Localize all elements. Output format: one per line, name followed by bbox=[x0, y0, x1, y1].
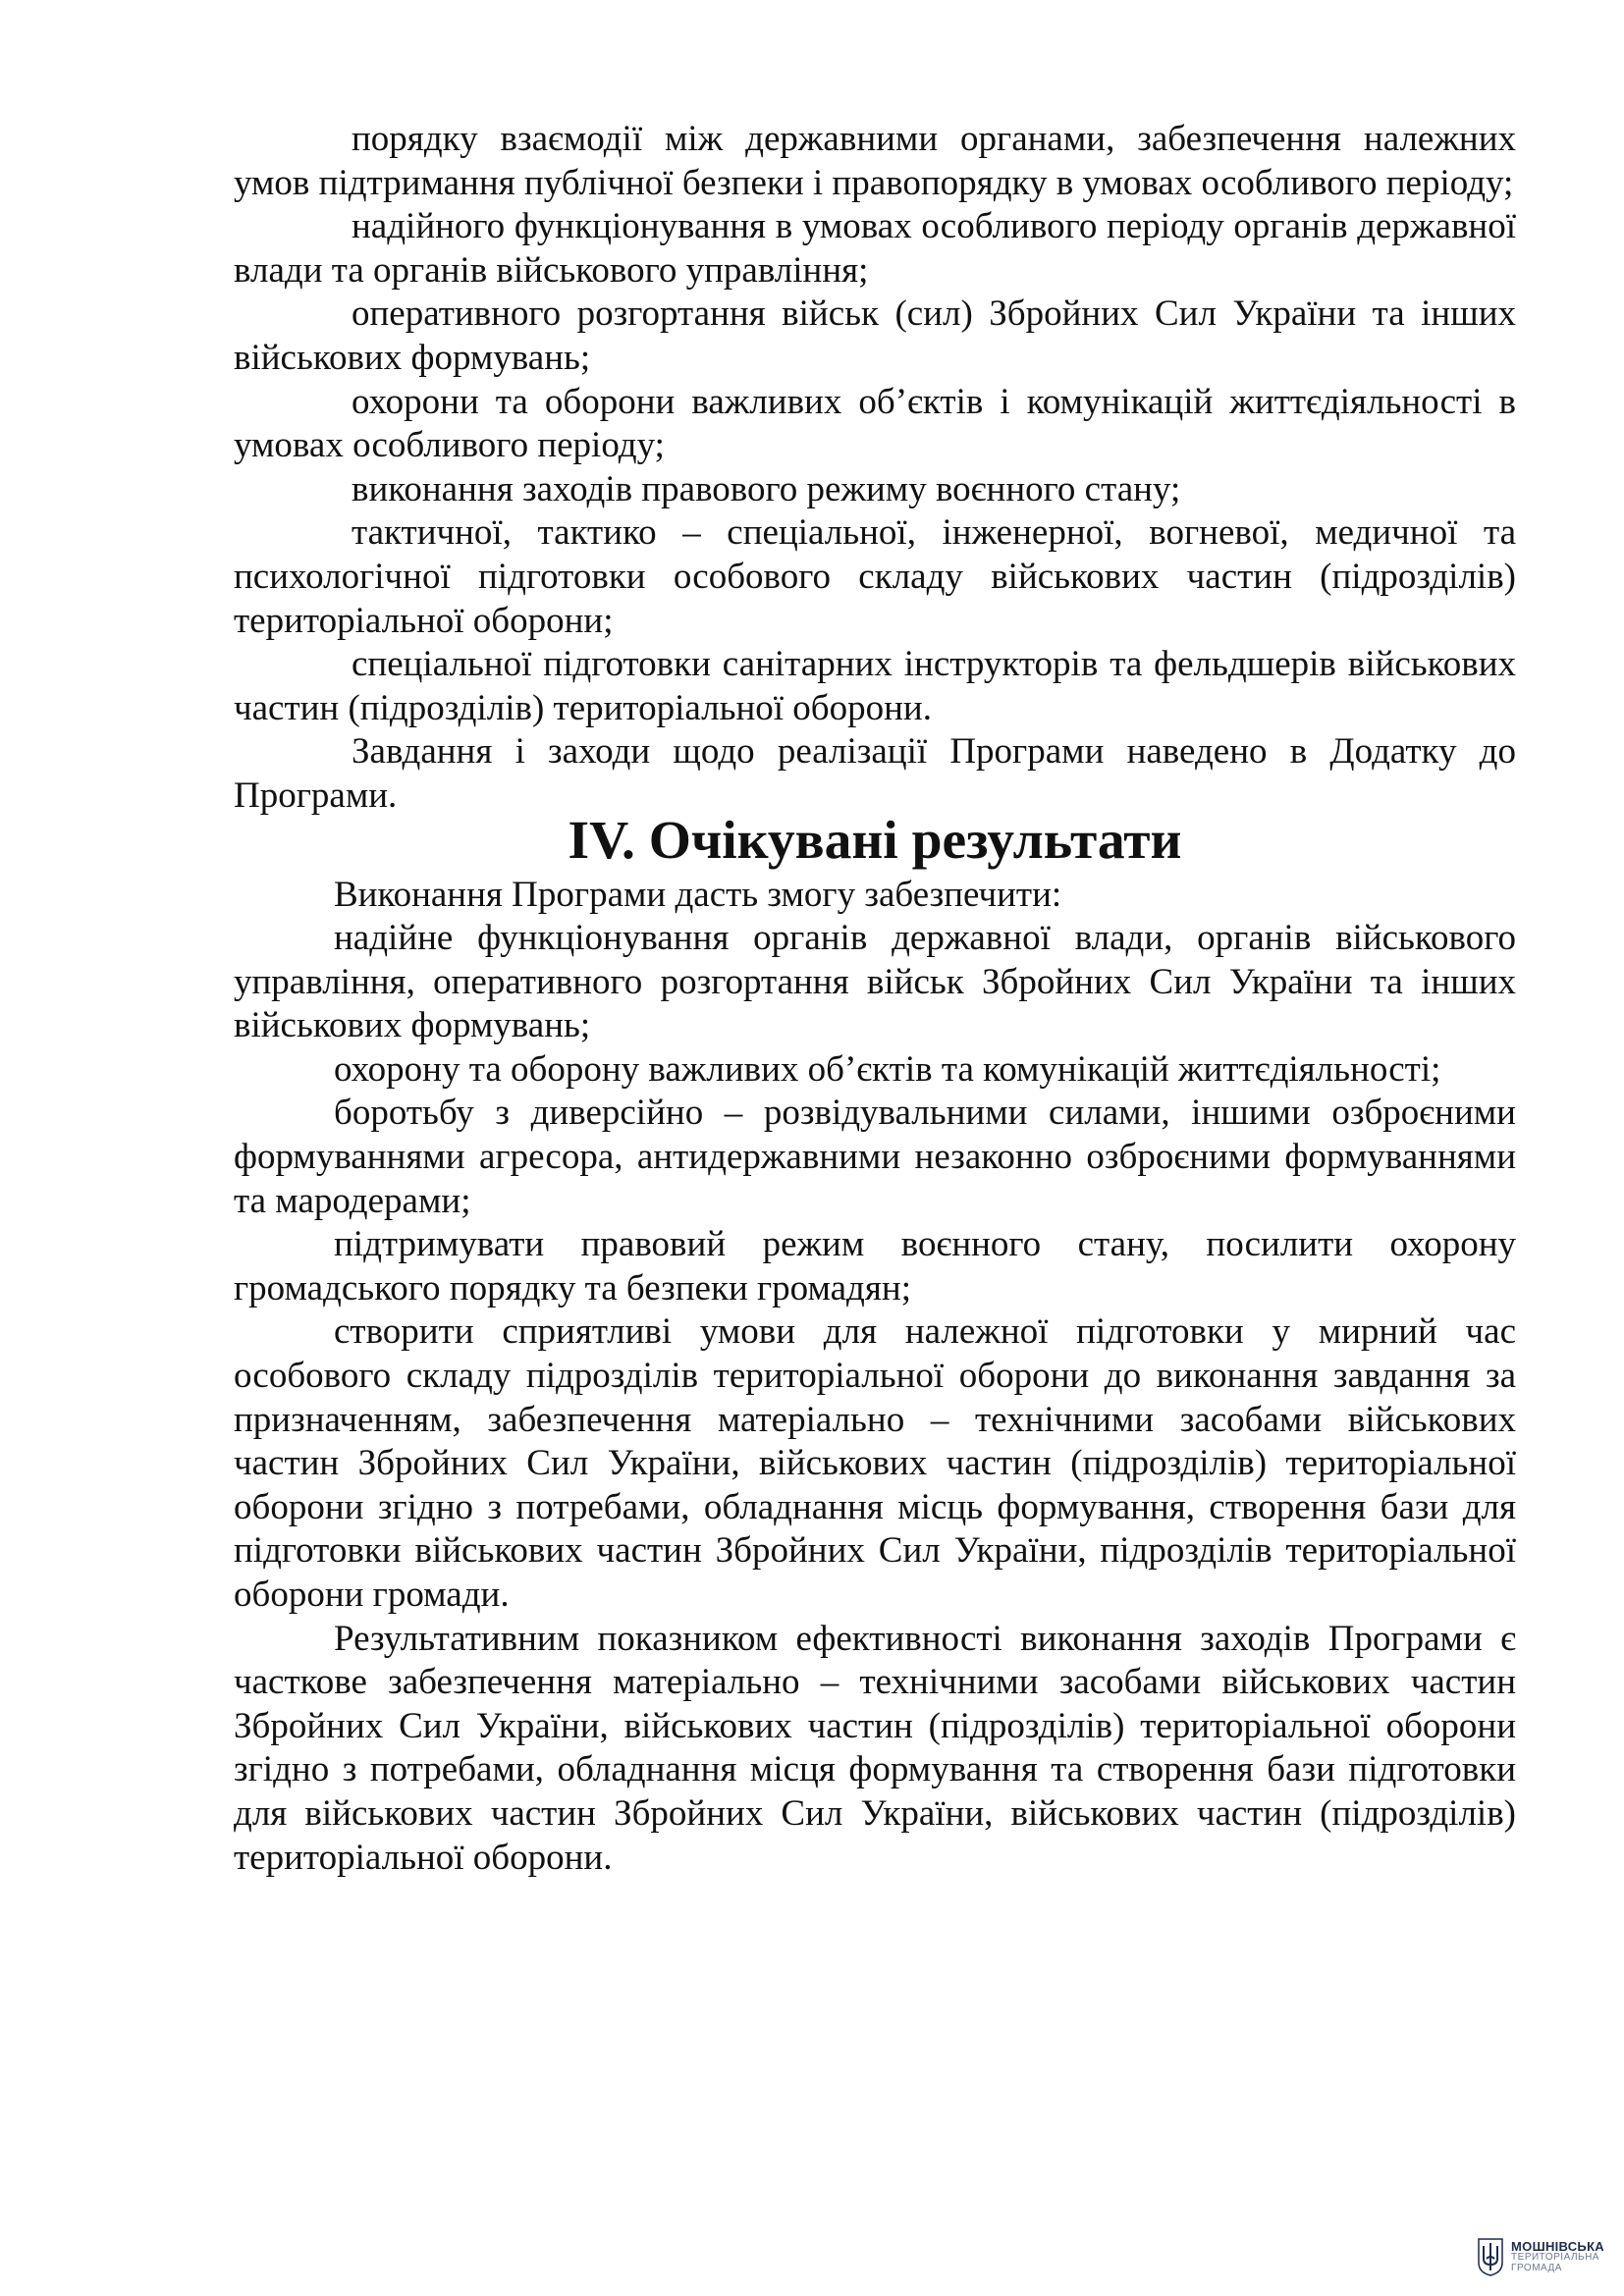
logo-subtitle-2: ГРОМАДА bbox=[1511, 2262, 1562, 2273]
paragraph-martial-law: виконання заходів правового режиму воєнного стану; bbox=[352, 468, 1181, 509]
section-heading: IV. Очікувані результати bbox=[568, 810, 1182, 871]
paragraph-protection-objects: охорони та оборони важливих об’єктів і комунікацій життєдіяльності в умовах особливого періоду; bbox=[234, 381, 1516, 466]
paragraph-authorities-functioning: надійного функціонування в умовах особливого періоду органів державної влади та органів військового управління; bbox=[234, 206, 1516, 291]
paragraph-medical-training: спеціальної підготовки санітарних інструкторів та фельдшерів військових частин (підрозділів) територіальної оборони. bbox=[234, 644, 1516, 728]
community-logo bbox=[1476, 2237, 1604, 2276]
logo-title: МОШНІВСЬКА bbox=[1511, 2238, 1604, 2254]
paragraph-tasks-appendix: Завдання і заходи щодо реалізації Програми наведено в Додатку до Програми. bbox=[234, 731, 1516, 816]
paragraph-effectiveness-indicator: Результативним показником ефективності виконання заходів Програми є часткове забезпечення матеріально – технічними засобами військових частин Збройних Сил України, військових частин (підрозділів) територіальної оборони згідно з потребами, обладнання місця формування та створення бази підготовки для військових частин Збройних Сил України, військових частин (підрозділів) територіальної оборони. bbox=[234, 1618, 1516, 1878]
paragraph-tactical-training: тактичної, тактико – спеціальної, інженерної, вогневої, медичної та психологічної підготовки особового складу військових частин (підрозділів) територіальної оборони; bbox=[234, 512, 1516, 641]
paragraph-sabotage-fight: боротьбу з диверсійно – розвідувальними силами, іншими озброєними формуваннями агресора, антидержавними незаконно озброєними формуваннями та мародерами; bbox=[234, 1093, 1516, 1221]
paragraph-reliable-functioning: надійне функціонування органів державної влади, органів військового управління, оперативного розгортання військ Збройних Сил України та інших військових формувань; bbox=[234, 918, 1516, 1046]
paragraph-public-safety: порядку взаємодії між державними органами, забезпечення належних умов підтримання публічної безпеки і правопорядку в умовах особливого періоду; bbox=[234, 119, 1516, 203]
paragraph-troop-deployment: оперативного розгортання військ (сил) Збройних Сил України та інших військових формувань; bbox=[234, 294, 1516, 378]
document-page bbox=[234, 118, 1516, 1880]
paragraph-public-order: підтримувати правовий режим воєнного стану, посилити охорону громадського порядку та безпеки громадян; bbox=[234, 1224, 1516, 1308]
paragraph-training-conditions: створити сприятливі умови для належної підготовки у мирний час особового складу підрозділів територіальної оборони до виконання завдання за призначенням, забезпечення матеріально – технічними засобами військових частин Збройних Сил України, військових частин (підрозділів) територіальної оборони згідно з потребами, обладнання місць формування, створення бази для підготовки військових частин Збройних Сил України, підрозділів територіальної оборони громади. bbox=[234, 1311, 1516, 1615]
paragraph-program-enables: Виконання Програми дасть змогу забезпечити: bbox=[334, 874, 1062, 915]
logo-subtitle: ТЕРИТОРІАЛЬНА bbox=[1511, 2251, 1599, 2263]
paragraph-object-protection: охорону та оборону важливих об’єктів та комунікацій життєдіяльності; bbox=[334, 1048, 1441, 1090]
trident-icon bbox=[1476, 2237, 1505, 2276]
